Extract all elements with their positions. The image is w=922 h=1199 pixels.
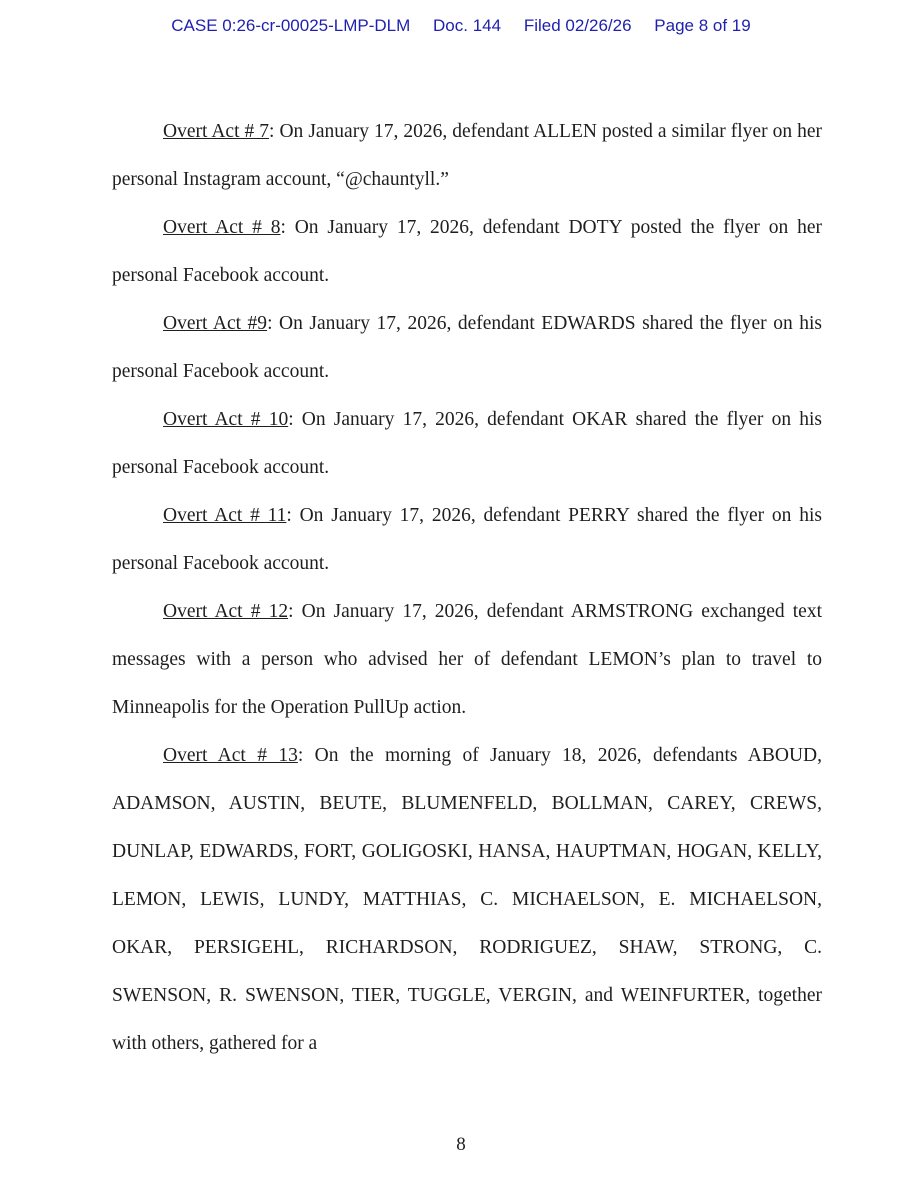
overt-act-label: Overt Act # 7: [163, 121, 270, 142]
page-count: Page 8 of 19: [654, 16, 751, 35]
overt-act-text: : On January 17, 2026, defendant OKAR shared the flyer on his personal Facebook account.: [112, 409, 822, 478]
document-body: [112, 108, 822, 1068]
document-number: Doc. 144: [433, 16, 502, 35]
overt-act-paragraph: [112, 396, 822, 492]
overt-act-paragraph: [112, 732, 822, 1068]
overt-act-text: : On the morning of January 18, 2026, defendants ABOUD, ADAMSON, AUSTIN, BEUTE, BLUMENFELD, BOLLMAN, CAREY, CREWS, DUNLAP, EDWARDS, FORT, GOLIGOSKI, HANSA, HAUPTMAN, HOGAN, KELLY, LEMON, LEWIS, LUNDY, MATTHIAS, C. MICHAELSON, E. MICHAELSON, OKAR, PERSIGEHL, RICHARDSON, RODRIGUEZ, SHAW, STRONG, C. SWENSON, R. SWENSON, TIER, TUGGLE, VERGIN, and WEINFURTER, together with others, gathered for a: [112, 745, 822, 1054]
overt-act-label: Overt Act # 11: [163, 505, 287, 526]
overt-act-paragraph: [112, 204, 822, 300]
overt-act-label: Overt Act #9: [163, 313, 268, 334]
overt-act-paragraph: [112, 108, 822, 204]
overt-act-label: Overt Act # 13: [163, 745, 298, 766]
overt-act-paragraph: [112, 300, 822, 396]
overt-act-label: Overt Act # 10: [163, 409, 289, 430]
filed-date: Filed 02/26/26: [523, 16, 632, 35]
page-number: 8: [456, 1134, 466, 1155]
overt-act-label: Overt Act # 8: [163, 217, 281, 238]
case-number: CASE 0:26-cr-00025-LMP-DLM: [171, 16, 411, 35]
overt-act-text: : On January 17, 2026, defendant EDWARDS shared the flyer on his personal Facebook account.: [112, 313, 822, 382]
overt-act-paragraph: [112, 588, 822, 732]
overt-act-paragraph: [112, 492, 822, 588]
overt-act-text: : On January 17, 2026, defendant DOTY posted the flyer on her personal Facebook account.: [112, 217, 822, 286]
overt-act-text: : On January 17, 2026, defendant PERRY shared the flyer on his personal Facebook account.: [112, 505, 822, 574]
overt-act-label: Overt Act # 12: [163, 601, 289, 622]
court-filing-header: [0, 16, 922, 36]
overt-act-text: : On January 17, 2026, defendant ALLEN posted a similar flyer on her personal Instagram account, “@chauntyll.”: [112, 121, 822, 190]
overt-act-text: : On January 17, 2026, defendant ARMSTRONG exchanged text messages with a person who advised her of defendant LEMON’s plan to travel to Minneapolis for the Operation PullUp action.: [112, 601, 822, 718]
